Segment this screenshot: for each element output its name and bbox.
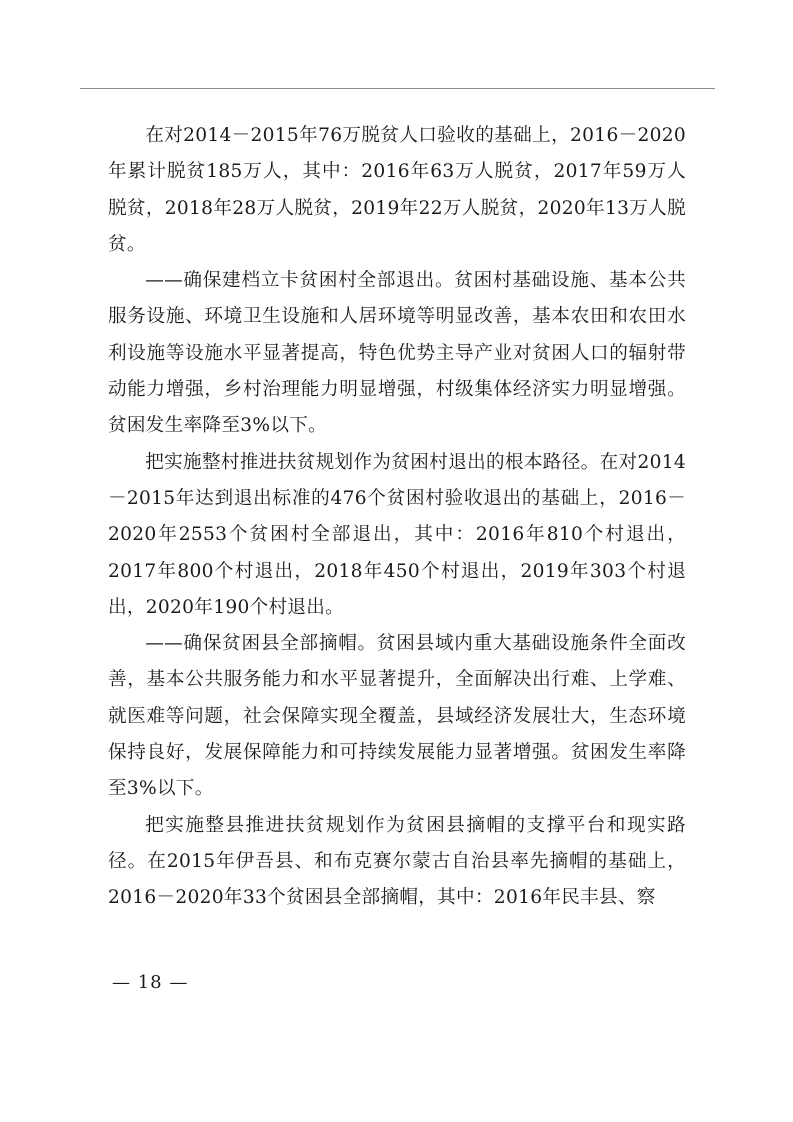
paragraph-poverty-population: 在对2014－2015年76万脱贫人口验收的基础上，2016－2020年累计脱贫185万人，其中：2016年63万人脱贫，2017年59万人脱贫，2018年28万人脱贫，2019年22万人脱贫，2020年13万人脱贫。 [108, 125, 686, 255]
paragraph-village-exit-path: 把实施整村推进扶贫规划作为贫困村退出的根本路径。在对2014－2015年达到退出标准的476个贫困村验收退出的基础上，2016－2020年2553个贫困村全部退出，其中：2016年810个村退出，2017年800个村退出，2018年450个村退出，2019年303个村退出，2020年190个村退出。 [108, 451, 686, 618]
header-rule [80, 88, 715, 89]
paragraph-county-exit-path: 把实施整县推进扶贫规划作为贫困县摘帽的支撑平台和现实路径。在2015年伊吾县、和布克赛尔蒙古自治县率先摘帽的基础上，2016－2020年33个贫困县全部摘帽，其中：2016年民丰县、察 [108, 814, 686, 909]
page-number: — 18 — [112, 972, 189, 993]
paragraph-county-exit-goal: ——确保贫困县全部摘帽。贫困县域内重大基础设施条件全面改善，基本公共服务能力和水平显著提升，全面解决出行难、上学难、就医难等问题，社会保障实现全覆盖，县域经济发展壮大，生态环境保持良好，发展保障能力和可持续发展能力显著增强。贫困发生率降至3%以下。 [108, 633, 686, 800]
body-text [108, 118, 686, 917]
paragraph-village-exit-goal: ——确保建档立卡贫困村全部退出。贫困村基础设施、基本公共服务设施、环境卫生设施和人居环境等明显改善，基本农田和农田水利设施等设施水平显著提高，特色优势主导产业对贫困人口的辐射带动能力增强，乡村治理能力明显增强，村级集体经济实力明显增强。贫困发生率降至3%以下。 [108, 270, 686, 437]
